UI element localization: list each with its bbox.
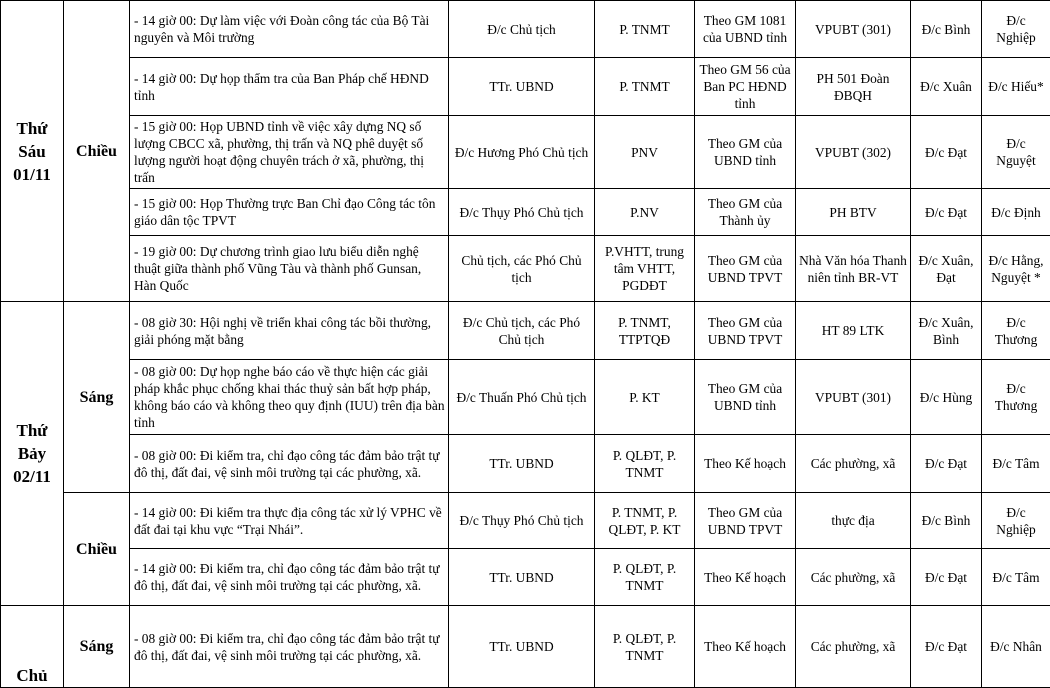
staff1-cell: Đ/c Xuân, Bình — [911, 302, 982, 360]
reference-cell: Theo Kế hoạch — [695, 549, 796, 606]
staff2-cell: Đ/c Tâm — [982, 435, 1050, 493]
prep-cell: P. TNMT — [595, 58, 695, 116]
event-content: - 15 giờ 00: Họp Thường trực Ban Chỉ đạo Công tác tôn giáo dân tộc TPVT — [130, 189, 449, 236]
event-content: - 19 giờ 00: Dự chương trình giao lưu biểu diễn nghệ thuật giữa thành phố Vũng Tàu và thành phố Gunsan, Hàn Quốc — [130, 236, 449, 302]
event-content: - 14 giờ 00: Đi kiểm tra, chỉ đạo công tác đảm bảo trật tự đô thị, đất đai, vệ sinh môi trường tại các phường, xã. — [130, 549, 449, 606]
venue-cell: PH 501 Đoàn ĐBQH — [796, 58, 911, 116]
chair-cell: Đ/c Chủ tịch — [449, 1, 595, 58]
table-row — [1, 360, 1050, 435]
session-cell: Sáng — [64, 302, 130, 493]
staff2-cell: Đ/c Định — [982, 189, 1050, 236]
event-content: - 08 giờ 30: Hội nghị về triển khai công tác bồi thường, giải phóng mặt bằng — [130, 302, 449, 360]
venue-cell: Các phường, xã — [796, 549, 911, 606]
staff2-cell: Đ/c Nguyệt — [982, 116, 1050, 189]
chair-cell: Đ/c Thụy Phó Chủ tịch — [449, 189, 595, 236]
reference-cell: Theo GM 56 của Ban PC HĐND tỉnh — [695, 58, 796, 116]
event-content: - 15 giờ 00: Họp UBND tỉnh về việc xây dựng NQ số lượng CBCC xã, phường, thị trấn và NQ phê duyệt số lượng người hoạt động chuyên trách ở xã, phường, thị trấn — [130, 116, 449, 189]
day-cell: Thứ Sáu 01/11 — [1, 1, 64, 302]
event-content: - 08 giờ 00: Dự họp nghe báo cáo về thực hiện các giải pháp khắc phục chống khai thác thuỷ sản bất hợp pháp, không báo cáo và không theo quy định (IUU) trên địa bàn tỉnh — [130, 360, 449, 435]
staff1-cell: Đ/c Bình — [911, 1, 982, 58]
prep-cell: P. QLĐT, P. TNMT — [595, 606, 695, 688]
venue-cell: Nhà Văn hóa Thanh niên tỉnh BR-VT — [796, 236, 911, 302]
staff2-cell: Đ/c Tâm — [982, 549, 1050, 606]
reference-cell: Theo GM của UBND TPVT — [695, 302, 796, 360]
prep-cell: PNV — [595, 116, 695, 189]
venue-cell: VPUBT (301) — [796, 1, 911, 58]
reference-cell: Theo GM của UBND tỉnh — [695, 360, 796, 435]
staff2-cell: Đ/c Hằng, Nguyệt * — [982, 236, 1050, 302]
reference-cell: Theo GM của Thành ủy — [695, 189, 796, 236]
chair-cell: Chủ tịch, các Phó Chủ tịch — [449, 236, 595, 302]
venue-cell: HT 89 LTK — [796, 302, 911, 360]
prep-cell: P.NV — [595, 189, 695, 236]
chair-cell: TTr. UBND — [449, 549, 595, 606]
staff1-cell: Đ/c Đạt — [911, 549, 982, 606]
staff1-cell: Đ/c Hùng — [911, 360, 982, 435]
chair-cell: Đ/c Hương Phó Chủ tịch — [449, 116, 595, 189]
table-row — [1, 58, 1050, 116]
event-content: - 14 giờ 00: Đi kiểm tra thực địa công tác xử lý VPHC về đất đai tại khu vực “Trại Nhái”. — [130, 493, 449, 549]
event-content: - 14 giờ 00: Dự họp thẩm tra của Ban Pháp chế HĐND tỉnh — [130, 58, 449, 116]
chair-cell: Đ/c Thụy Phó Chủ tịch — [449, 493, 595, 549]
venue-cell: Các phường, xã — [796, 606, 911, 688]
venue-cell: PH BTV — [796, 189, 911, 236]
table-row — [1, 116, 1050, 189]
staff1-cell: Đ/c Đạt — [911, 116, 982, 189]
staff2-cell: Đ/c Thương — [982, 360, 1050, 435]
session-cell: Chiều — [64, 1, 130, 302]
table-row — [1, 435, 1050, 493]
reference-cell: Theo GM của UBND tỉnh — [695, 116, 796, 189]
staff2-cell: Đ/c Nghiệp — [982, 1, 1050, 58]
table-row — [1, 236, 1050, 302]
venue-cell: VPUBT (301) — [796, 360, 911, 435]
reference-cell: Theo GM 1081 của UBND tỉnh — [695, 1, 796, 58]
staff2-cell: Đ/c Hiếu* — [982, 58, 1050, 116]
chair-cell: Đ/c Thuấn Phó Chủ tịch — [449, 360, 595, 435]
staff2-cell: Đ/c Nhân — [982, 606, 1050, 688]
reference-cell: Theo Kế hoạch — [695, 435, 796, 493]
prep-cell: P.VHTT, trung tâm VHTT, PGDĐT — [595, 236, 695, 302]
staff1-cell: Đ/c Đạt — [911, 189, 982, 236]
staff2-cell: Đ/c Thương — [982, 302, 1050, 360]
staff1-cell: Đ/c Đạt — [911, 435, 982, 493]
event-content: - 08 giờ 00: Đi kiểm tra, chỉ đạo công tác đảm bảo trật tự đô thị, đất đai, vệ sinh môi trường tại các phường, xã. — [130, 435, 449, 493]
prep-cell: P. TNMT, P. QLĐT, P. KT — [595, 493, 695, 549]
session-cell: Sáng — [64, 606, 130, 688]
chair-cell: TTr. UBND — [449, 435, 595, 493]
chair-cell: TTr. UBND — [449, 606, 595, 688]
table-row — [1, 493, 1050, 549]
staff1-cell: Đ/c Xuân — [911, 58, 982, 116]
prep-cell: P. TNMT, TTPTQĐ — [595, 302, 695, 360]
venue-cell: thực địa — [796, 493, 911, 549]
prep-cell: P. QLĐT, P. TNMT — [595, 435, 695, 493]
chair-cell: Đ/c Chủ tịch, các Phó Chủ tịch — [449, 302, 595, 360]
reference-cell: Theo GM của UBND TPVT — [695, 493, 796, 549]
session-cell: Chiều — [64, 493, 130, 606]
staff2-cell: Đ/c Nghiệp — [982, 493, 1050, 549]
table-row — [1, 1, 1050, 58]
staff1-cell: Đ/c Đạt — [911, 606, 982, 688]
reference-cell: Theo GM của UBND TPVT — [695, 236, 796, 302]
table-row — [1, 606, 1050, 688]
event-content: - 08 giờ 00: Đi kiểm tra, chỉ đạo công tác đảm bảo trật tự đô thị, đất đai, vệ sinh môi trường tại các phường, xã. — [130, 606, 449, 688]
prep-cell: P. TNMT — [595, 1, 695, 58]
prep-cell: P. KT — [595, 360, 695, 435]
chair-cell: TTr. UBND — [449, 58, 595, 116]
day-cell: Chủ — [1, 606, 64, 688]
table-row — [1, 549, 1050, 606]
venue-cell: VPUBT (302) — [796, 116, 911, 189]
table-row — [1, 189, 1050, 236]
venue-cell: Các phường, xã — [796, 435, 911, 493]
staff1-cell: Đ/c Bình — [911, 493, 982, 549]
day-cell: Thứ Bảy 02/11 — [1, 302, 64, 606]
prep-cell: P. QLĐT, P. TNMT — [595, 549, 695, 606]
reference-cell: Theo Kế hoạch — [695, 606, 796, 688]
staff1-cell: Đ/c Xuân, Đạt — [911, 236, 982, 302]
table-row — [1, 302, 1050, 360]
event-content: - 14 giờ 00: Dự làm việc với Đoàn công tác của Bộ Tài nguyên và Môi trường — [130, 1, 449, 58]
